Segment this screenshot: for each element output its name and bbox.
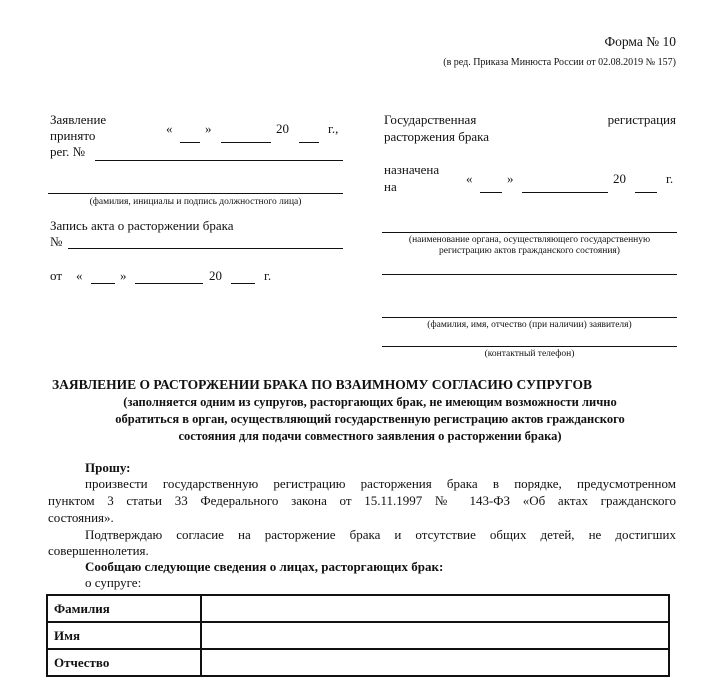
info-heading: Сообщаю следующие сведения о лицах, расторгающих брак: [85, 559, 444, 574]
phone-caption: (контактный телефон) [484, 349, 575, 359]
surname-field[interactable] [201, 595, 669, 622]
act-year-field[interactable] [231, 283, 255, 284]
registration-word2: регистрация [607, 112, 676, 127]
from-year-prefix: 20 [209, 268, 222, 283]
year-prefix: 20 [613, 171, 626, 186]
table-row [47, 649, 669, 676]
year-prefix: 20 [276, 121, 289, 136]
document-subtitle-line1: (заполняется одним из супругов, расторгающих брак, не имеющим возможности лично [123, 395, 617, 409]
patronymic-field[interactable] [201, 649, 669, 676]
accepted-label-line1: Заявление [50, 112, 107, 127]
reg-number-field[interactable] [95, 160, 343, 161]
quote-open: « [466, 171, 473, 186]
form-number: Форма № 10 [604, 34, 676, 49]
official-signature-field[interactable] [48, 193, 343, 194]
applicant-caption: (фамилия, имя, отчество (при наличии) заявителя) [427, 320, 632, 330]
scheduled-line2: на [384, 179, 397, 194]
table-row [47, 595, 669, 622]
spouse-label: о супруге: [85, 575, 142, 590]
spouse-info-table [46, 594, 670, 677]
request-line2: пунктом 3 статьи 33 Федерального закона от 15.11.1997 № 143-ФЗ «Об актах гражданского [48, 493, 676, 508]
scheduled-day-field[interactable] [480, 192, 502, 193]
act-record-label: Запись акта о расторжении брака [50, 218, 234, 233]
document-subtitle-line3: состояния для подачи совместного заявления о расторжении брака) [178, 429, 562, 443]
document-title: ЗАЯВЛЕНИЕ О РАСТОРЖЕНИИ БРАКА ПО ВЗАИМНОМУ СОГЛАСИЮ СУПРУГОВ [52, 377, 593, 392]
confirm-line1: Подтверждаю согласие на расторжение брака и отсутствие общих детей, не достигших [85, 527, 676, 542]
applicant-name-field-line2[interactable] [382, 317, 677, 318]
applicant-name-field-line1[interactable] [382, 274, 677, 275]
authority-caption-line2: регистрацию актов гражданского состояния) [439, 246, 620, 256]
year-suffix: г., [328, 121, 339, 136]
document-subtitle-line2: обратиться в орган, осуществляющий государственную регистрацию актов гражданского [115, 412, 625, 426]
quote-close: » [205, 121, 212, 136]
request-line3: состояния». [48, 510, 114, 525]
quote-close: » [120, 268, 127, 283]
act-day-field[interactable] [91, 283, 115, 284]
reg-label: рег. № [50, 144, 86, 159]
quote-close: » [507, 171, 514, 186]
edition-note: (в ред. Приказа Минюста России от 02.08.2019 № 157) [443, 57, 676, 68]
table-row [47, 622, 669, 649]
quote-open: « [166, 121, 173, 136]
request-line1: произвести государственную регистрацию расторжения брака в порядке, предусмотренном [85, 476, 676, 491]
accepted-month-field[interactable] [221, 142, 271, 143]
scheduled-month-field[interactable] [522, 192, 608, 193]
quote-open: « [76, 268, 83, 283]
number-sign: № [50, 234, 63, 249]
from-year-suffix: г. [264, 268, 272, 283]
accepted-day-field[interactable] [180, 142, 200, 143]
first-name-field[interactable] [201, 622, 669, 649]
accepted-year-field[interactable] [299, 142, 319, 143]
scheduled-year-field[interactable] [635, 192, 657, 193]
registration-word1: Государственная [384, 112, 477, 127]
scheduled-line1: назначена [384, 162, 440, 177]
request-heading: Прошу: [85, 460, 131, 475]
patronymic-label: Отчество [47, 649, 201, 676]
phone-field[interactable] [382, 346, 677, 347]
confirm-line2: совершеннолетия. [48, 543, 149, 558]
official-caption: (фамилия, инициалы и подпись должностного лица) [89, 197, 302, 207]
accepted-label-line2: принято [50, 128, 96, 143]
act-month-field[interactable] [135, 283, 203, 284]
from-label: от [50, 268, 63, 283]
year-suffix: г. [666, 171, 674, 186]
surname-label: Фамилия [47, 595, 201, 622]
first-name-label: Имя [47, 622, 201, 649]
registration-line2: расторжения брака [384, 129, 490, 144]
authority-caption-line1: (наименование органа, осуществляющего государственную [408, 235, 651, 245]
act-record-number-field[interactable] [68, 248, 343, 249]
authority-name-field[interactable] [382, 232, 677, 233]
